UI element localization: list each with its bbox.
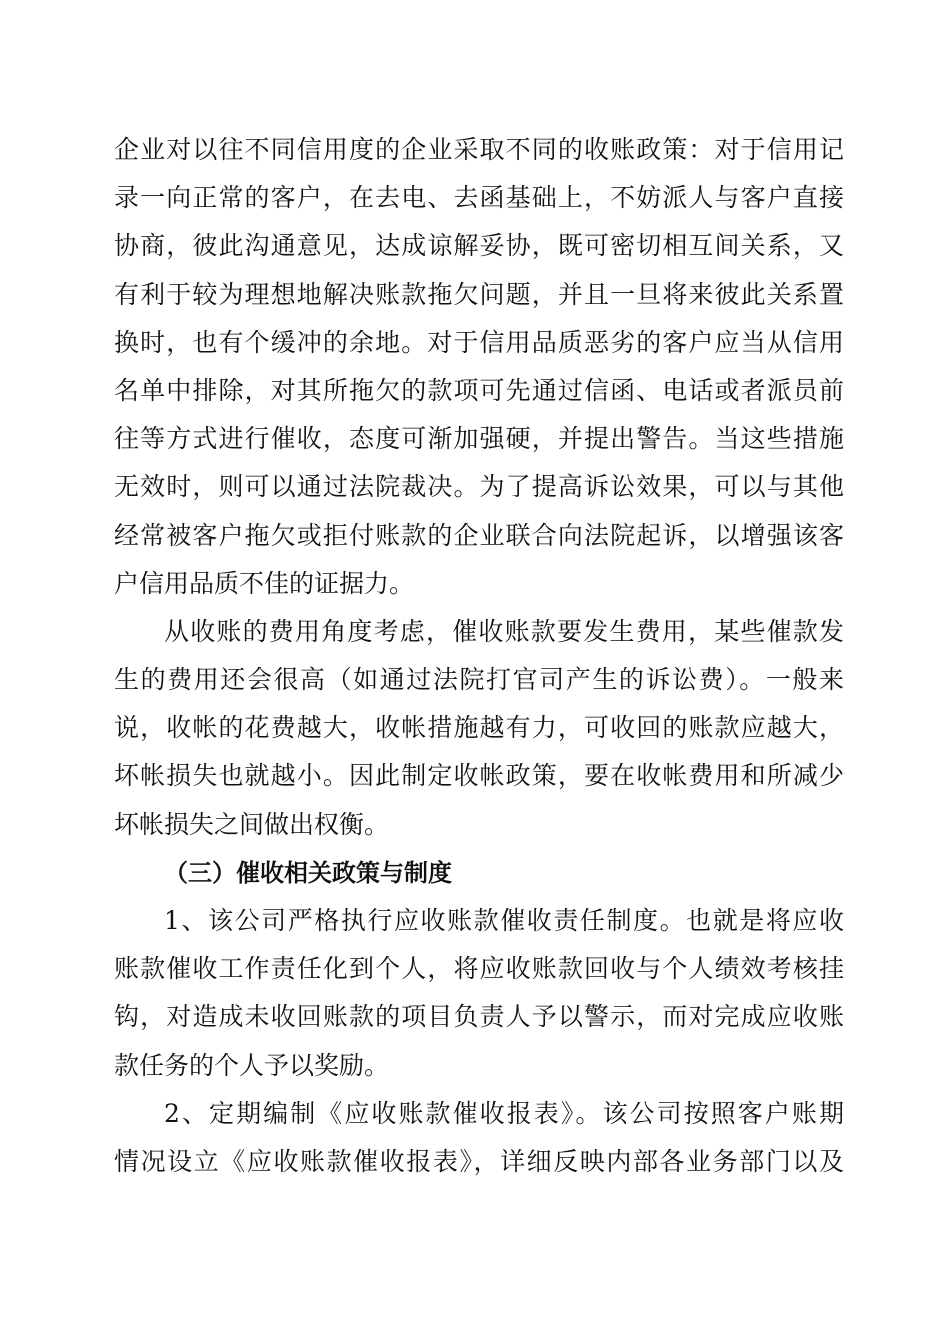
paragraph-2-line-5: 坏帐损失之间做出权衡。 [114, 809, 390, 839]
body-text [114, 126, 844, 1186]
paragraph-1-line-10: 户信用品质不佳的证据力。 [114, 568, 415, 598]
section-heading: （三）催收相关政策与制度 [164, 858, 452, 887]
paragraph-4-line-2: 情况设立《应收账款催收报表》，详细反映内部各业务部门以及 [114, 1146, 844, 1176]
paragraph-1-line-9: 经常被客户拖欠或拒付账款的企业联合向法院起诉，以增强该客 [114, 520, 844, 550]
paragraph-2-line-4: 坏帐损失也就越小。因此制定收帐政策，要在收帐费用和所减少 [114, 761, 844, 791]
paragraph-3-line-3: 钩，对造成未收回账款的项目负责人予以警示，而对完成应收账 [114, 1002, 844, 1032]
paragraph-1-line-1: 企业对以往不同信用度的企业采取不同的收账政策：对于信用记 [114, 135, 844, 164]
paragraph-3-line-4: 款任务的个人予以奖励。 [114, 1050, 390, 1080]
paragraph-2-line-2: 生的费用还会很高（如通过法院打官司产生的诉讼费）。一般来 [114, 665, 844, 695]
paragraph-4-line-1: 2、定期编制《应收账款催收报表》。该公司按照客户账期 [164, 1098, 844, 1128]
paragraph-1-line-5: 换时，也有个缓冲的余地。对于信用品质恶劣的客户应当从信用 [114, 327, 844, 357]
paragraph-2-line-1: 从收账的费用角度考虑，催收账款要发生费用，某些催款发 [164, 616, 844, 646]
paragraph-1-line-8: 无效时，则可以通过法院裁决。为了提高诉讼效果，可以与其他 [114, 472, 844, 502]
paragraph-1-line-6: 名单中排除，对其所拖欠的款项可先通过信函、电话或者派员前 [114, 375, 844, 405]
paragraph-3-line-1: 1、该公司严格执行应收账款催收责任制度。也就是将应收 [164, 906, 844, 935]
paragraph-1-line-7: 往等方式进行催收，态度可渐加强硬，并提出警告。当这些措施 [114, 424, 844, 454]
paragraph-2-line-3: 说，收帐的花费越大，收帐措施越有力，可收回的账款应越大， [114, 713, 844, 743]
paragraph-1-line-2: 录一向正常的客户，在去电、去函基础上，不妨派人与客户直接 [114, 183, 844, 213]
paragraph-3-line-2: 账款催收工作责任化到个人，将应收账款回收与个人绩效考核挂 [114, 954, 844, 984]
paragraph-1-line-3: 协商，彼此沟通意见，达成谅解妥协，既可密切相互间关系，又 [114, 231, 844, 261]
paragraph-1-line-4: 有利于较为理想地解决账款拖欠问题，并且一旦将来彼此关系置 [114, 279, 844, 309]
